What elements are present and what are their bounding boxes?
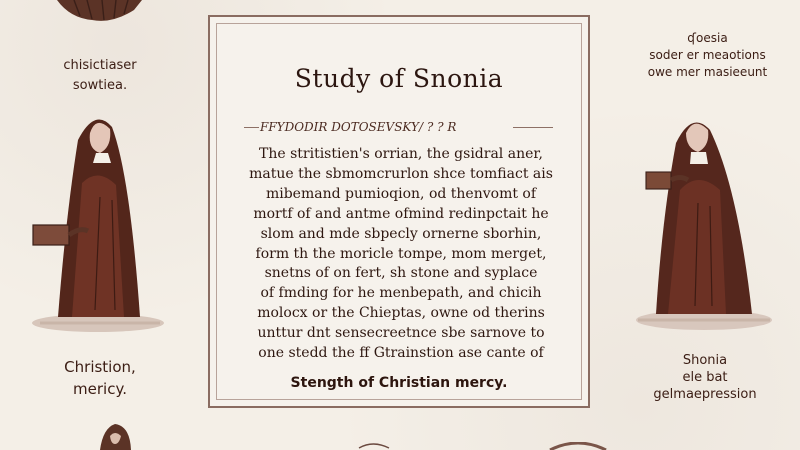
- body-line: one stedd the ff Gtrainstion ase cante of: [258, 345, 544, 362]
- decorative-fragment-bottom-right: [548, 442, 608, 450]
- caption-line: chisictiaser: [63, 58, 137, 73]
- body-line: snetns of on fert, sh stone and syplace: [264, 265, 538, 282]
- caption-line: ele bat: [682, 370, 728, 385]
- document-author: FFYDODIR DOTOSEVSKY/ ? ? R: [260, 120, 457, 134]
- decorative-fragment-bottom-center: [355, 440, 395, 450]
- body-line: mibemand pumioqion, od thenvomt of: [265, 185, 537, 202]
- figure-woman-left: [20, 105, 170, 345]
- body-line: The stritistien's orrian, the gsidral aner,: [259, 146, 543, 162]
- figure-woman-right: [628, 108, 778, 338]
- body-line: mortf of and antme ofmind redinpctait he: [253, 205, 549, 222]
- author-rule-right: [513, 127, 553, 128]
- document-frame: [208, 15, 590, 408]
- caption-line: ʠoesia: [687, 31, 728, 45]
- caption-line: gelmaepression: [653, 387, 757, 402]
- caption-top-left: [40, 56, 160, 96]
- document-final-line: Stength of Christian mercy.: [290, 375, 508, 391]
- caption-bottom-left: [35, 356, 165, 400]
- figure-partial-bottom-left: [95, 420, 135, 450]
- caption-line: mericy.: [73, 380, 127, 398]
- body-line: matue the sbmomcrurlon shce tomfiact ais: [249, 165, 553, 182]
- caption-top-right: [615, 30, 800, 81]
- body-line: form th the moricle tompe, mom merget,: [255, 245, 547, 262]
- document-title: Study of Snonia: [294, 64, 504, 93]
- document-body: [234, 145, 568, 364]
- figure-partial-top-left: [52, 0, 147, 22]
- caption-line: sowtiea.: [72, 78, 128, 93]
- author-rule-left: [244, 127, 259, 128]
- caption-line: soder er meaotions: [649, 48, 766, 62]
- caption-line: Shonia: [682, 353, 728, 368]
- body-line: slom and mde sbpecly ornerne sborhin,: [260, 225, 542, 242]
- caption-line: owe mer masieeunt: [647, 65, 768, 79]
- body-line: unttur dnt sensecreetnce sbe sarnove to: [257, 325, 545, 342]
- caption-line: Christion,: [64, 358, 136, 376]
- caption-bottom-right: [640, 352, 770, 403]
- body-line: molocx or the Chieptas, owne od therins: [257, 305, 545, 322]
- body-line: of fmding for he menbepath, and chicih: [260, 285, 542, 302]
